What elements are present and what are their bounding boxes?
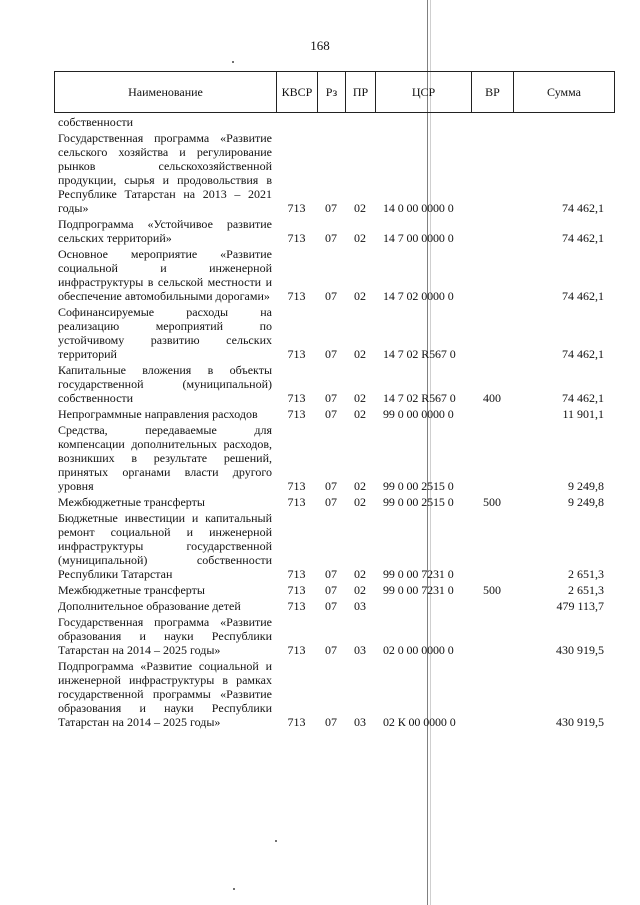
row-vr xyxy=(471,216,513,246)
row-csr: 02 0 00 0000 0 xyxy=(383,643,454,657)
row-sum: 11 901,1 xyxy=(562,407,604,421)
table-row xyxy=(54,422,614,494)
row-name: Государственная программа «Развитие сельского хозяйства и регулирование рынков сельскохозяйственной продукции, сырья и продовольствия в Республике Татарстан на 2013 – 2021 годы» xyxy=(58,131,272,215)
row-rz: 07 xyxy=(325,643,337,657)
row-sum: 74 462,1 xyxy=(562,289,604,303)
row-kvsr: 713 xyxy=(287,231,306,245)
table-row xyxy=(54,614,614,658)
row-name: Подпрограмма «Развитие социальной и инженерной инфраструктуры в рамках государственной программы «Развитие образования и науки Республики Татарстан на 2014 – 2025 годы» xyxy=(58,659,272,729)
row-name: Межбюджетные трансферты xyxy=(58,495,205,509)
row-pr: 03 xyxy=(354,643,366,657)
row-vr: 400 xyxy=(483,391,501,405)
column-header-sum: Сумма xyxy=(514,72,615,113)
row-sum xyxy=(513,114,614,130)
row-csr: 99 0 00 7231 0 xyxy=(383,567,454,581)
column-header-csr: ЦСР xyxy=(376,72,472,113)
row-kvsr xyxy=(276,114,317,130)
row-kvsr: 713 xyxy=(287,583,306,597)
row-csr: 99 0 00 2515 0 xyxy=(383,479,454,493)
row-sum: 479 113,7 xyxy=(556,599,604,613)
row-pr: 02 xyxy=(354,583,366,597)
row-rz: 07 xyxy=(325,495,337,509)
row-vr: 500 xyxy=(483,495,501,509)
row-rz: 07 xyxy=(325,479,337,493)
row-name: Непрограммные направления расходов xyxy=(58,407,258,421)
row-csr: 14 7 02 R567 0 xyxy=(383,391,456,405)
table-row xyxy=(54,658,614,730)
row-csr xyxy=(375,114,471,130)
row-pr: 03 xyxy=(354,715,366,729)
column-header-rz: Рз xyxy=(318,72,346,113)
row-name: Капитальные вложения в объекты государственной (муниципальной) собственности xyxy=(58,363,272,405)
table-row xyxy=(54,582,614,598)
row-rz: 07 xyxy=(325,583,337,597)
row-csr: 14 7 02 0000 0 xyxy=(383,289,454,303)
row-sum: 74 462,1 xyxy=(562,391,604,405)
table-row xyxy=(54,494,614,510)
row-pr: 02 xyxy=(354,567,366,581)
row-vr xyxy=(471,614,513,658)
table-row xyxy=(54,246,614,304)
row-kvsr: 713 xyxy=(287,643,306,657)
row-kvsr: 713 xyxy=(287,599,306,613)
row-pr: 02 xyxy=(354,231,366,245)
row-csr: 14 7 02 R567 0 xyxy=(383,347,456,361)
row-sum: 2 651,3 xyxy=(568,583,604,597)
row-csr: 99 0 00 2515 0 xyxy=(383,495,454,509)
row-sum: 74 462,1 xyxy=(562,201,604,215)
scan-speck xyxy=(232,61,234,63)
row-pr: 02 xyxy=(354,479,366,493)
row-rz: 07 xyxy=(325,289,337,303)
row-pr: 02 xyxy=(354,391,366,405)
row-vr xyxy=(471,598,513,614)
table-row xyxy=(54,114,614,130)
table-row xyxy=(54,598,614,614)
column-header-pr: ПР xyxy=(346,72,376,113)
table-row xyxy=(54,510,614,582)
table-row xyxy=(54,304,614,362)
row-vr xyxy=(471,246,513,304)
page-number: 168 xyxy=(310,38,330,53)
row-vr xyxy=(471,406,513,422)
row-vr xyxy=(471,510,513,582)
row-kvsr: 713 xyxy=(287,289,306,303)
row-rz: 07 xyxy=(325,407,337,421)
row-sum: 9 249,8 xyxy=(568,495,604,509)
table-row xyxy=(54,130,614,216)
row-vr xyxy=(471,658,513,730)
row-name: Средства, передаваемые для компенсации дополнительных расходов, возникших в результате решений, принятых органами власти другого уровня xyxy=(58,423,272,493)
table-row xyxy=(54,406,614,422)
row-name: Софинансируемые расходы на реализацию мероприятий по устойчивому развитию сельских территорий xyxy=(58,305,272,361)
row-pr: 02 xyxy=(354,289,366,303)
row-name: Дополнительное образование детей xyxy=(58,599,241,613)
row-pr: 02 xyxy=(354,407,366,421)
row-sum: 430 919,5 xyxy=(556,715,604,729)
budget-table xyxy=(54,114,614,730)
row-rz xyxy=(317,114,345,130)
row-vr xyxy=(471,114,513,130)
row-csr: 02 К 00 0000 0 xyxy=(383,715,456,729)
row-csr: 99 0 00 7231 0 xyxy=(383,583,454,597)
row-rz: 07 xyxy=(325,599,337,613)
row-sum: 74 462,1 xyxy=(562,347,604,361)
row-kvsr: 713 xyxy=(287,391,306,405)
row-pr: 02 xyxy=(354,495,366,509)
row-name: Основное мероприятие «Развитие социальной и инженерной инфраструктуры в сельской местности и обеспечение автомобильными дорогами» xyxy=(58,247,272,303)
row-name: собственности xyxy=(58,115,134,129)
column-header-vr: ВР xyxy=(472,72,514,113)
row-csr: 99 0 00 0000 0 xyxy=(383,407,454,421)
row-pr: 02 xyxy=(354,201,366,215)
row-kvsr: 713 xyxy=(287,347,306,361)
row-rz: 07 xyxy=(325,201,337,215)
row-sum: 9 249,8 xyxy=(568,479,604,493)
row-rz: 07 xyxy=(325,567,337,581)
row-kvsr: 713 xyxy=(287,567,306,581)
row-pr: 03 xyxy=(354,599,366,613)
row-vr xyxy=(471,130,513,216)
row-rz: 07 xyxy=(325,391,337,405)
row-name: Межбюджетные трансферты xyxy=(58,583,205,597)
row-kvsr: 713 xyxy=(287,407,306,421)
scan-speck xyxy=(233,888,235,890)
table-row xyxy=(54,362,614,406)
row-rz: 07 xyxy=(325,347,337,361)
row-sum: 430 919,5 xyxy=(556,643,604,657)
row-name: Подпрограмма «Устойчивое развитие сельских территорий» xyxy=(58,217,272,245)
row-name: Бюджетные инвестиции и капитальный ремонт социальной и инженерной инфраструктуры государственной (муниципальной) собственности Республики Татарстан xyxy=(58,511,272,581)
row-rz: 07 xyxy=(325,231,337,245)
column-header-name: Наименование xyxy=(55,72,277,113)
row-rz: 07 xyxy=(325,715,337,729)
table-header xyxy=(54,71,615,113)
row-sum: 2 651,3 xyxy=(568,567,604,581)
row-kvsr: 713 xyxy=(287,201,306,215)
row-csr: 14 0 00 0000 0 xyxy=(383,201,454,215)
row-csr: 14 7 00 0000 0 xyxy=(383,231,454,245)
row-pr: 02 xyxy=(354,347,366,361)
row-kvsr: 713 xyxy=(287,479,306,493)
table-row xyxy=(54,216,614,246)
row-vr: 500 xyxy=(483,583,501,597)
row-name: Государственная программа «Развитие образования и науки Республики Татарстан на 2014 – 2025 годы» xyxy=(58,615,272,657)
row-kvsr: 713 xyxy=(287,715,306,729)
scan-speck xyxy=(275,840,277,842)
column-header-kvsr: КВСР xyxy=(277,72,318,113)
row-sum: 74 462,1 xyxy=(562,231,604,245)
row-pr xyxy=(345,114,375,130)
row-csr xyxy=(375,598,471,614)
row-vr xyxy=(471,304,513,362)
row-kvsr: 713 xyxy=(287,495,306,509)
row-vr xyxy=(471,422,513,494)
